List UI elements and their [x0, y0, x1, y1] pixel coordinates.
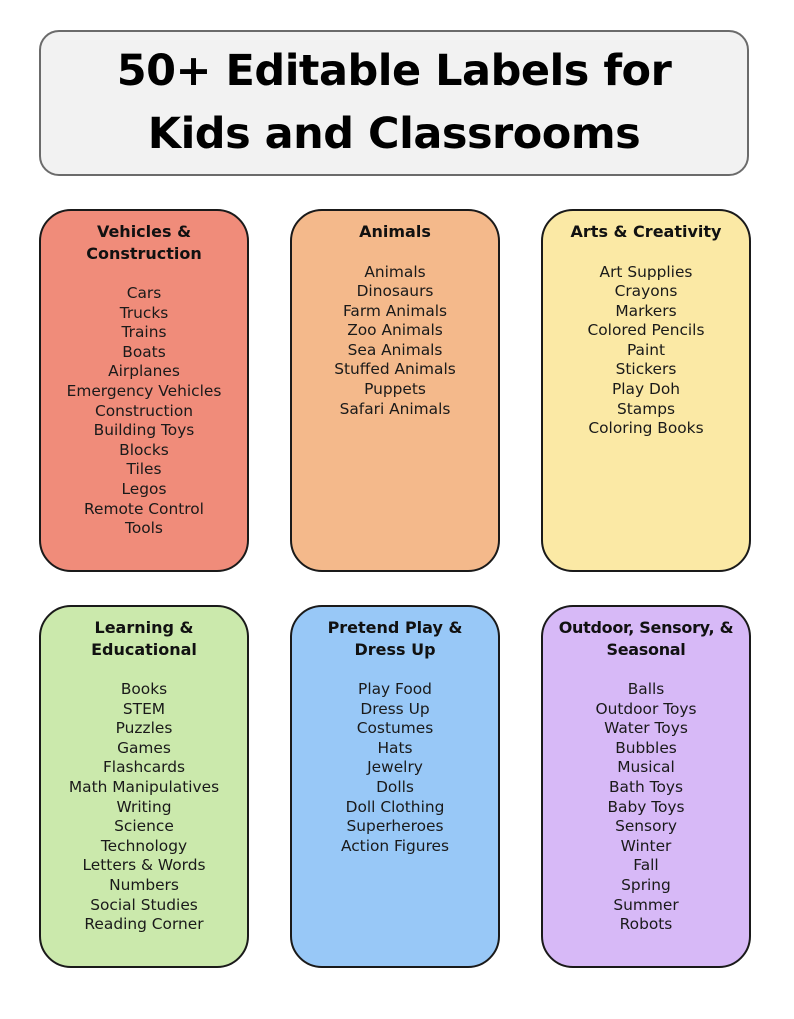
label-item: Water Toys [604, 719, 688, 738]
category-card-vehicles-construction [39, 209, 249, 572]
card-title: Outdoor, Sensory, & Seasonal [558, 618, 734, 659]
label-item: Play Food [358, 680, 432, 698]
label-item: Art Supplies [599, 262, 693, 281]
label-item: Games [117, 738, 171, 757]
category-card-arts-creativity [541, 209, 751, 572]
label-item: Science [114, 817, 174, 836]
label-item: Math Manipulatives [68, 777, 220, 796]
label-item: Sea Animals [347, 340, 443, 359]
label-item: Boats [122, 342, 166, 361]
card-title: Pretend Play & Dress Up [327, 618, 463, 659]
label-list [41, 680, 247, 935]
label-item: Airplanes [108, 362, 180, 381]
label-list [543, 263, 749, 439]
label-item: Crayons [614, 282, 678, 301]
label-item: STEM [122, 699, 166, 718]
label-item: Stickers [615, 360, 677, 379]
label-item: Tiles [126, 460, 162, 479]
category-card-animals [290, 209, 500, 572]
label-item: Bath Toys [609, 777, 683, 796]
page-title-line-1: 50+ Editable Labels for [116, 46, 672, 96]
category-card-pretend-play-dress-up [290, 605, 500, 968]
label-list [543, 680, 749, 935]
label-item: Letters & Words [82, 856, 206, 875]
label-list [292, 680, 498, 856]
label-item: Farm Animals [342, 301, 448, 320]
label-item: Writing [116, 797, 172, 816]
card-title: Arts & Creativity [570, 222, 722, 241]
label-item: Books [120, 680, 168, 698]
label-item: Markers [615, 301, 677, 320]
label-item: Social Studies [90, 895, 198, 914]
label-item: Balls [627, 680, 665, 698]
label-item: Emergency Vehicles [66, 381, 222, 400]
label-item: Play Doh [611, 380, 680, 399]
label-item: Summer [613, 895, 679, 914]
label-item: Technology [100, 836, 188, 855]
card-title: Learning & Educational [91, 618, 197, 659]
card-title: Animals [359, 222, 431, 241]
label-item: Dinosaurs [356, 282, 434, 301]
label-item: Reading Corner [84, 915, 204, 934]
label-item: Animals [364, 262, 426, 281]
label-item: Numbers [109, 875, 179, 894]
label-item: Trucks [119, 303, 169, 322]
label-item: Flashcards [102, 758, 186, 777]
label-item: Coloring Books [588, 419, 704, 438]
label-item: Outdoor Toys [595, 699, 697, 718]
label-item: Puzzles [115, 719, 173, 738]
label-item: Spring [621, 875, 671, 894]
label-item: Bubbles [615, 738, 677, 757]
label-item: Puppets [364, 380, 426, 399]
page-title-line-2: Kids and Classrooms [147, 109, 641, 159]
label-item: Action Figures [340, 836, 450, 855]
label-item: Paint [626, 340, 666, 359]
label-list [292, 263, 498, 420]
label-item: Winter [620, 836, 672, 855]
label-item: Costumes [356, 719, 434, 738]
label-item: Fall [633, 856, 659, 875]
label-item: Doll Clothing [345, 797, 445, 816]
label-list [41, 284, 247, 539]
category-card-outdoor-sensory-seasonal [541, 605, 751, 968]
label-item: Remote Control [84, 499, 204, 518]
card-title: Vehicles & Construction [86, 222, 202, 263]
label-item: Dolls [376, 777, 414, 796]
label-item: Tools [125, 519, 163, 538]
category-card-learning-educational [39, 605, 249, 968]
label-item: Musical [617, 758, 675, 777]
label-item: Blocks [119, 440, 169, 459]
label-item: Stamps [616, 399, 675, 418]
label-item: Hats [377, 738, 413, 757]
label-item: Trains [121, 323, 167, 342]
label-item: Superheroes [346, 817, 444, 836]
label-item: Sensory [615, 817, 677, 836]
label-item: Legos [121, 479, 167, 498]
label-item: Construction [95, 401, 193, 420]
label-item: Zoo Animals [347, 321, 443, 340]
label-item: Building Toys [93, 421, 195, 440]
label-item: Safari Animals [339, 399, 451, 418]
label-item: Robots [619, 915, 673, 934]
label-item: Colored Pencils [587, 321, 705, 340]
title-banner [39, 30, 749, 176]
label-item: Baby Toys [607, 797, 685, 816]
label-item: Jewelry [367, 758, 423, 777]
label-item: Stuffed Animals [334, 360, 456, 379]
label-item: Dress Up [360, 699, 430, 718]
label-item: Cars [126, 284, 162, 302]
